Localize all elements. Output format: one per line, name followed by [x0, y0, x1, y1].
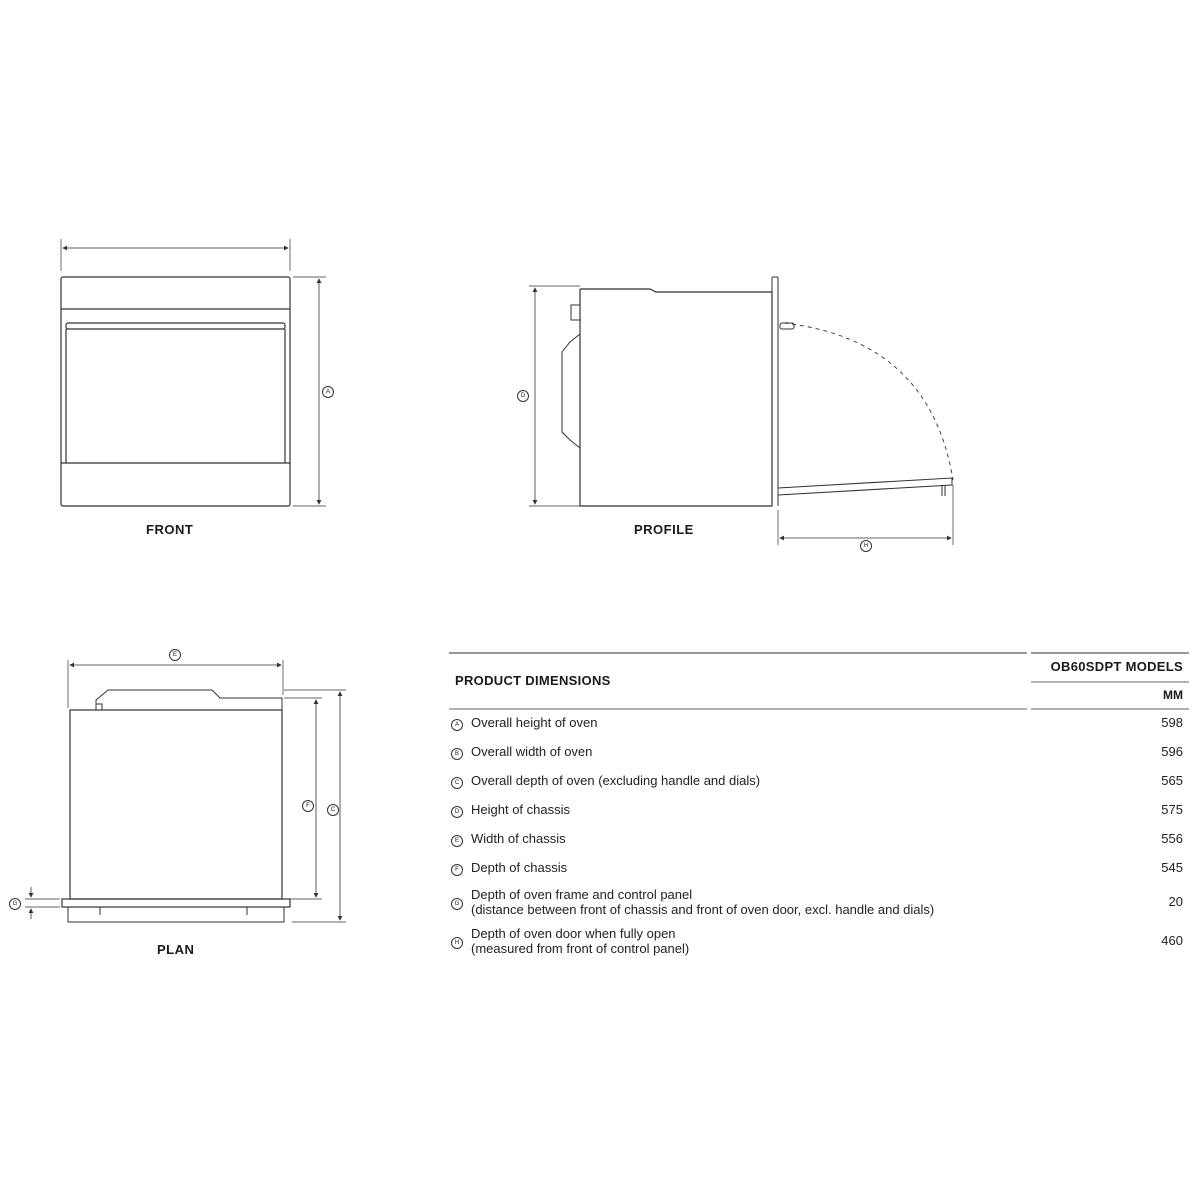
callout-c-plan: C [327, 804, 339, 816]
table-model-heading: OB60SDPT MODELS [1050, 659, 1183, 674]
table-row [449, 853, 1189, 882]
table-row [449, 708, 1189, 737]
row-description: Overall depth of oven (excluding handle and dials) [471, 773, 761, 788]
row-value: 556 [1161, 831, 1183, 846]
row-letter-badge: D [451, 806, 463, 818]
product-dimensions-table [449, 652, 1189, 960]
table-row [449, 882, 1189, 921]
plan-frame [62, 899, 290, 907]
table-row [449, 921, 1189, 960]
row-value: 460 [1161, 933, 1183, 948]
row-value: 565 [1161, 773, 1183, 788]
table-header-row-1 [449, 652, 1189, 681]
profile-handle [780, 323, 794, 329]
row-description: Depth of chassis [471, 860, 568, 875]
callout-h-profile: H [860, 540, 872, 552]
row-letter-badge: C [451, 777, 463, 789]
row-letter-badge: A [451, 719, 463, 731]
open-door [778, 478, 952, 495]
row-value: 545 [1161, 860, 1183, 875]
profile-view [529, 277, 953, 545]
row-value: 575 [1161, 802, 1183, 817]
row-letter-badge: B [451, 748, 463, 760]
plan-top-profile [96, 690, 282, 710]
row-description [471, 882, 1024, 921]
callout-g-plan: G [9, 898, 21, 910]
plan-view [25, 660, 346, 922]
row-description-line2: (distance between front of chassis and front of oven door, excl. handle and dials) [471, 901, 935, 917]
profile-chassis-outline [580, 289, 772, 506]
row-letter-badge: F [451, 864, 463, 876]
table-title: PRODUCT DIMENSIONS [455, 672, 611, 688]
callout-a-front: A [322, 386, 334, 398]
row-description-line1: Depth of oven door when fully open [471, 925, 676, 941]
row-description: Overall height of oven [471, 715, 598, 730]
row-description: Overall width of oven [471, 744, 593, 759]
table-row [449, 824, 1189, 853]
row-description: Height of chassis [471, 802, 570, 817]
profile-label: PROFILE [634, 522, 694, 537]
row-description [471, 921, 1024, 960]
table-row [449, 737, 1189, 766]
row-value: 598 [1161, 715, 1183, 730]
row-description-line2: (measured from front of control panel) [471, 940, 690, 956]
plan-label: PLAN [157, 942, 195, 957]
front-outline [61, 277, 290, 506]
callout-f-plan: F [302, 800, 314, 812]
front-view [61, 239, 326, 506]
row-description-line1: Depth of oven frame and control panel [471, 886, 693, 902]
row-description: Width of chassis [471, 831, 566, 846]
row-letter-badge: E [451, 835, 463, 847]
door-swing-arc [784, 323, 953, 480]
front-door-handle [66, 323, 285, 329]
row-letter-badge: H [451, 937, 463, 949]
table-row [449, 766, 1189, 795]
front-label: FRONT [146, 522, 194, 537]
row-value: 20 [1168, 894, 1183, 909]
plan-chassis [70, 710, 282, 899]
table-unit-heading: MM [1163, 687, 1183, 702]
row-value: 596 [1161, 744, 1183, 759]
callout-e-plan: E [169, 649, 181, 661]
table-row [449, 795, 1189, 824]
callout-d-profile: D [517, 390, 529, 402]
row-letter-badge: G [451, 898, 463, 910]
